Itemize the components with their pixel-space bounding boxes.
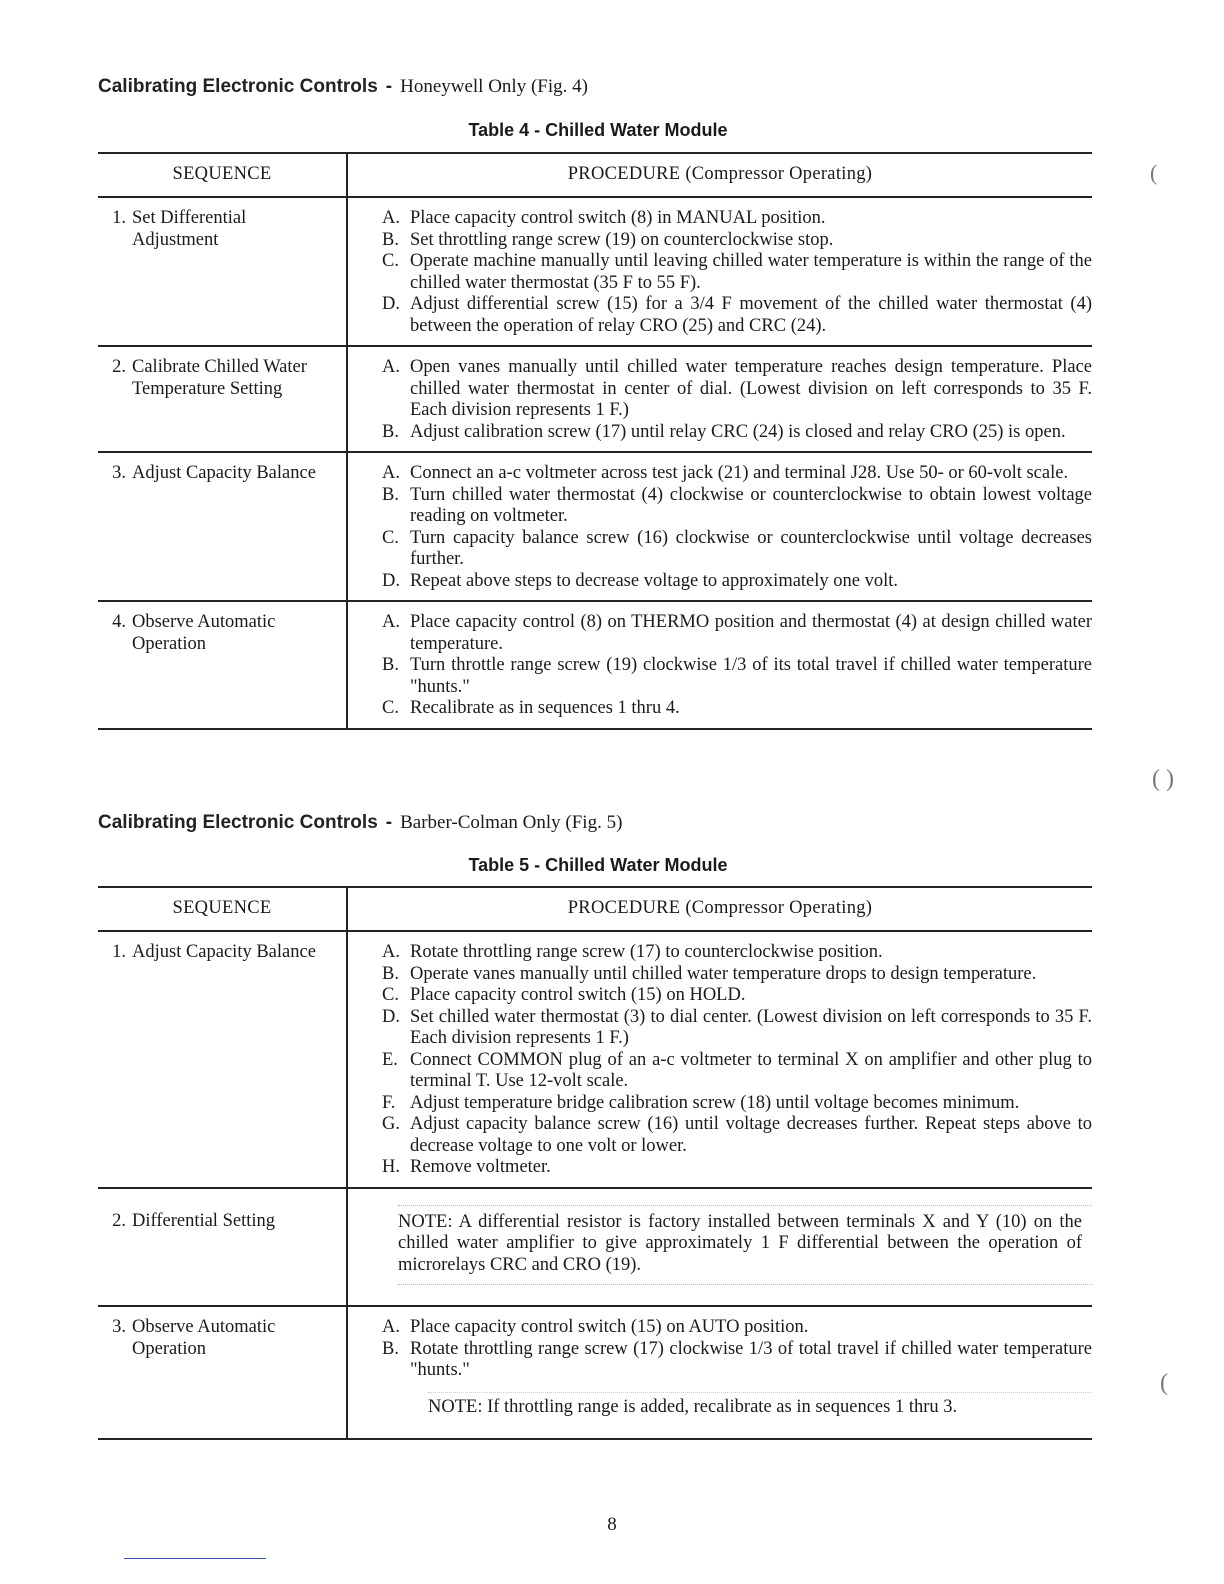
procedure-steps bbox=[348, 463, 1092, 592]
step-letter: H. bbox=[382, 1157, 400, 1177]
section-heading-lead: Calibrating Electronic Controls bbox=[98, 812, 378, 833]
procedure-step bbox=[382, 294, 1092, 337]
procedure-header: PROCEDURE (Compressor Operating) bbox=[347, 887, 1092, 931]
procedure-step bbox=[382, 1339, 1092, 1382]
step-text: Set throttling range screw (19) on counterclockwise stop. bbox=[410, 229, 834, 250]
procedure-step bbox=[382, 485, 1092, 528]
step-text: Place capacity control switch (8) in MANUAL position. bbox=[410, 208, 826, 228]
procedure-step bbox=[382, 422, 1092, 444]
step-letter: B. bbox=[382, 484, 399, 505]
procedure-step bbox=[382, 985, 1092, 1007]
procedure-steps bbox=[348, 1317, 1092, 1382]
step-text: Adjust temperature bridge calibration screw (18) until voltage becomes minimum. bbox=[410, 1092, 1020, 1113]
sequence-number: 3. bbox=[112, 463, 126, 483]
procedure-step bbox=[382, 1114, 1092, 1157]
section-heading-lead: Calibrating Electronic Controls bbox=[98, 76, 378, 97]
sequence-header: SEQUENCE bbox=[98, 153, 347, 197]
step-text: Adjust differential screw (15) for a 3/4 F movement of the chilled water thermostat (4) between the operation of relay CRO (25) and CRC (24). bbox=[410, 294, 1092, 336]
step-letter: B. bbox=[382, 655, 399, 675]
step-text: Place capacity control switch (15) on HOLD. bbox=[410, 985, 746, 1005]
procedure-step bbox=[382, 1317, 1092, 1339]
margin-mark: ( bbox=[1160, 1370, 1168, 1396]
step-letter: D. bbox=[382, 1006, 400, 1027]
section-heading-dash: - bbox=[385, 812, 393, 833]
step-text: Connect COMMON plug of an a-c voltmeter to terminal X on amplifier and other plug to terminal T. Use 12-volt scale. bbox=[410, 1049, 1092, 1091]
step-text: Recalibrate as in sequences 1 thru 4. bbox=[410, 698, 680, 718]
table-row bbox=[98, 601, 1092, 729]
sequence-label: Set Differential Adjustment bbox=[132, 208, 247, 250]
procedure-step bbox=[382, 612, 1092, 655]
step-letter: D. bbox=[382, 294, 400, 314]
step-letter: A. bbox=[382, 942, 400, 962]
step-text: Connect an a-c voltmeter across test jack (21) and terminal J28. Use 50- or 60-volt scale. bbox=[410, 463, 1069, 483]
sequence-number: 2. bbox=[112, 357, 126, 377]
sequence-number: 2. bbox=[112, 1210, 126, 1231]
step-letter: C. bbox=[382, 985, 399, 1005]
sequence-number: 1. bbox=[112, 208, 126, 228]
page-number: 8 bbox=[607, 1514, 617, 1535]
sequence-label: Observe Automatic Operation bbox=[132, 1317, 276, 1359]
step-letter: C. bbox=[382, 251, 399, 271]
procedure-steps bbox=[348, 357, 1092, 443]
table-row bbox=[98, 452, 1092, 601]
procedure-step bbox=[382, 1157, 1092, 1179]
sequence-label: Adjust Capacity Balance bbox=[132, 463, 316, 483]
procedure-step bbox=[382, 964, 1092, 986]
margin-mark: ( bbox=[1150, 160, 1158, 185]
footer-rule bbox=[124, 1558, 266, 1559]
section-heading-dash: - bbox=[385, 76, 393, 97]
procedure-step bbox=[382, 655, 1092, 698]
procedure-step bbox=[382, 251, 1092, 294]
step-letter: A. bbox=[382, 1317, 400, 1337]
table-header-row bbox=[98, 153, 1092, 197]
step-letter: A. bbox=[382, 208, 400, 228]
sequence-label: Adjust Capacity Balance bbox=[132, 942, 316, 962]
step-text: Turn throttle range screw (19) clockwise 1/3 of its total travel if chilled water temperature "hunts." bbox=[410, 655, 1092, 697]
sequence-label: Observe Automatic Operation bbox=[132, 612, 276, 654]
section-heading-rest: Barber-Colman Only (Fig. 5) bbox=[400, 812, 623, 833]
step-text: Open vanes manually until chilled water temperature reaches design temperature. Place chilled water thermostat in center of dial. (Lowest division on left corresponds to 35 F. Each division represents 1 F.) bbox=[410, 357, 1092, 420]
table-row bbox=[98, 197, 1092, 346]
step-text: Adjust calibration screw (17) until relay CRC (24) is closed and relay CRO (25) is open. bbox=[410, 421, 1066, 442]
margin-mark: ( ) bbox=[1152, 766, 1174, 792]
step-text: Adjust capacity balance screw (16) until voltage decreases further. Repeat steps above to decrease voltage to one volt or lower. bbox=[410, 1114, 1092, 1156]
step-text: Place capacity control switch (15) on AUTO position. bbox=[410, 1317, 809, 1337]
step-letter: C. bbox=[382, 698, 399, 718]
sequence-label: Differential Setting bbox=[132, 1210, 275, 1231]
procedure-step bbox=[382, 942, 1092, 964]
sequence-number: 3. bbox=[112, 1317, 126, 1337]
step-text: Remove voltmeter. bbox=[410, 1157, 551, 1177]
step-letter: B. bbox=[382, 1338, 399, 1359]
step-letter: B. bbox=[382, 229, 399, 250]
step-letter: F. bbox=[382, 1092, 396, 1113]
step-letter: D. bbox=[382, 570, 400, 591]
procedure-step bbox=[382, 463, 1092, 485]
differential-note: NOTE: A differential resistor is factory installed between terminals X and Y (10) on the chilled water amplifier to give approximately 1 F differential between the operation of microrelays CRC and CRO (19). bbox=[398, 1205, 1092, 1286]
table-row bbox=[98, 931, 1092, 1188]
section-heading-honeywell bbox=[98, 76, 588, 98]
sequence-number: 1. bbox=[112, 942, 126, 962]
step-text: Set chilled water thermostat (3) to dial center. (Lowest division on left corresponds to 35 F. Each division represents 1 F.) bbox=[410, 1006, 1092, 1048]
section-heading-barber-colman bbox=[98, 812, 622, 834]
step-text: Operate vanes manually until chilled water temperature drops to design temperature. bbox=[410, 963, 1037, 984]
sequence-label: Calibrate Chilled Water Temperature Setting bbox=[132, 357, 307, 399]
throttling-note: NOTE: If throttling range is added, recalibrate as in sequences 1 thru 3. bbox=[428, 1392, 1092, 1431]
step-letter: B. bbox=[382, 421, 399, 442]
step-text: Turn chilled water thermostat (4) clockwise or counterclockwise to obtain lowest voltage reading on voltmeter. bbox=[410, 484, 1092, 526]
procedure-step bbox=[382, 698, 1092, 720]
procedure-step bbox=[382, 528, 1092, 571]
procedure-step bbox=[382, 208, 1092, 230]
procedure-steps bbox=[348, 208, 1092, 337]
table-5-caption: Table 5 - Chilled Water Module bbox=[468, 855, 728, 875]
step-letter: A. bbox=[382, 612, 400, 632]
procedure-step bbox=[382, 1093, 1092, 1115]
table-row bbox=[98, 1188, 1092, 1307]
step-letter: G. bbox=[382, 1114, 400, 1134]
section-heading-rest: Honeywell Only (Fig. 4) bbox=[400, 76, 588, 97]
table-4-caption: Table 4 - Chilled Water Module bbox=[468, 120, 728, 140]
table-row bbox=[98, 346, 1092, 452]
step-text: Place capacity control (8) on THERMO position and thermostat (4) at design chilled water temperature. bbox=[410, 612, 1092, 654]
procedure-step bbox=[382, 1007, 1092, 1050]
step-letter: E. bbox=[382, 1049, 398, 1070]
step-letter: A. bbox=[382, 463, 400, 483]
step-letter: A. bbox=[382, 357, 400, 377]
step-text: Rotate throttling range screw (17) to counterclockwise position. bbox=[410, 942, 883, 962]
table-5 bbox=[98, 886, 1092, 1440]
table-row bbox=[98, 1306, 1092, 1439]
procedure-steps bbox=[348, 942, 1092, 1179]
procedure-step bbox=[382, 230, 1092, 252]
table-4 bbox=[98, 152, 1092, 730]
step-letter: B. bbox=[382, 963, 399, 984]
step-text: Repeat above steps to decrease voltage to approximately one volt. bbox=[410, 570, 899, 591]
step-text: Turn capacity balance screw (16) clockwise or counterclockwise until voltage decreases further. bbox=[410, 527, 1092, 569]
step-text: Rotate throttling range screw (17) clockwise 1/3 of total travel if chilled water temperature "hunts." bbox=[410, 1338, 1092, 1380]
procedure-step bbox=[382, 571, 1092, 593]
step-letter: C. bbox=[382, 527, 399, 548]
procedure-steps bbox=[348, 612, 1092, 720]
sequence-number: 4. bbox=[112, 612, 126, 632]
step-text: Operate machine manually until leaving chilled water temperature is within the range of the chilled water thermostat (35 F to 55 F). bbox=[410, 251, 1092, 293]
procedure-step bbox=[382, 357, 1092, 422]
table-header-row bbox=[98, 887, 1092, 931]
procedure-header: PROCEDURE (Compressor Operating) bbox=[347, 153, 1092, 197]
sequence-header: SEQUENCE bbox=[98, 887, 347, 931]
procedure-step bbox=[382, 1050, 1092, 1093]
